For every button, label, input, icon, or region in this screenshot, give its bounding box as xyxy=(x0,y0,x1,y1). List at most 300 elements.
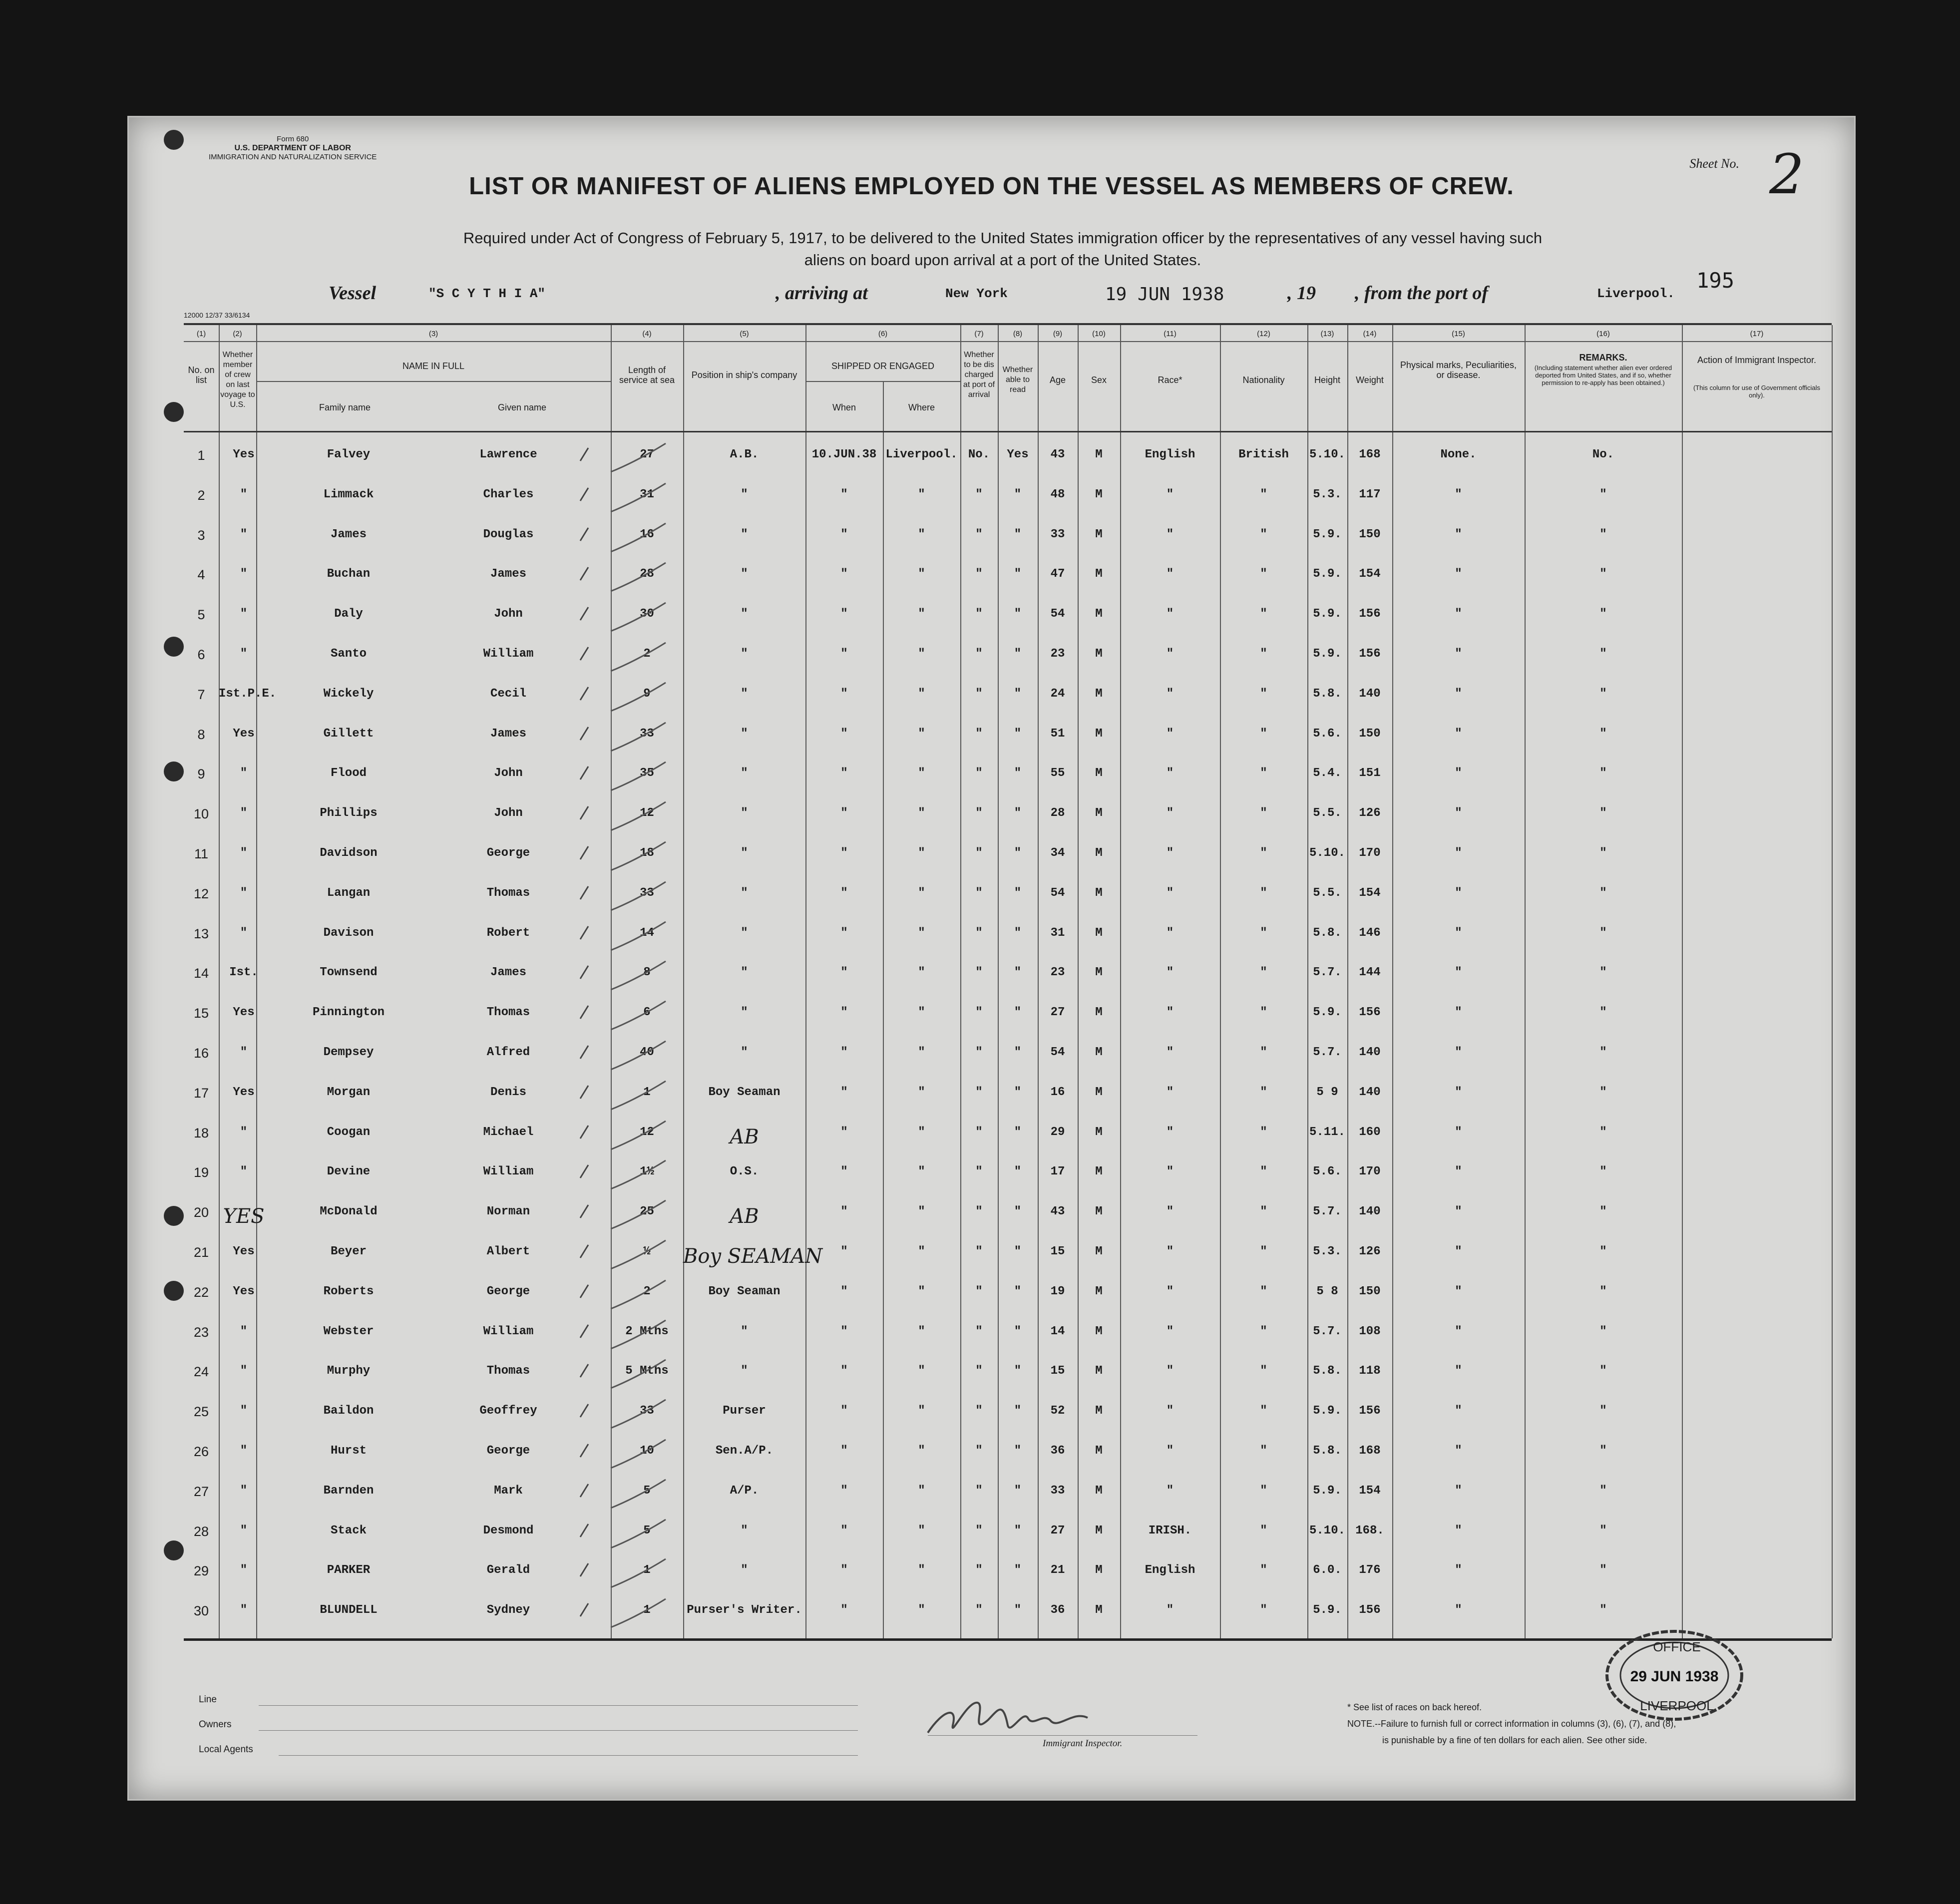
cell-no: 1 xyxy=(197,448,205,463)
cell-remarks: " xyxy=(1599,607,1607,621)
cell-race: " xyxy=(1166,766,1174,780)
form-number: Form 680 xyxy=(277,135,309,143)
table-row xyxy=(184,1596,1832,1631)
cell-when: " xyxy=(840,487,848,501)
cell-member: " xyxy=(240,846,248,860)
cell-race: " xyxy=(1166,1046,1174,1059)
cell-no: 4 xyxy=(197,567,205,583)
header-no-on-list: No. on list xyxy=(188,365,215,385)
cell-when: " xyxy=(840,1444,848,1458)
cell-sex: M xyxy=(1095,1165,1103,1179)
cell-read: " xyxy=(1014,1165,1022,1179)
cell-where: " xyxy=(918,1205,925,1219)
cell-weight: 146 xyxy=(1359,926,1381,940)
tally-slash-icon xyxy=(606,839,671,874)
cell-service: 35 xyxy=(640,766,654,780)
cell-when: " xyxy=(840,1205,848,1219)
cell-no: 10 xyxy=(193,806,209,822)
cell-when: " xyxy=(840,607,848,621)
table-row xyxy=(184,560,1832,595)
cell-marks: " xyxy=(1455,886,1462,900)
cell-given: Robert xyxy=(486,926,530,940)
cell-position: " xyxy=(741,1006,748,1020)
cell-sex: M xyxy=(1095,1364,1103,1378)
cell-service: 1½ xyxy=(640,1165,654,1179)
tally-slash-icon xyxy=(606,521,671,556)
stamp-top-text: OFFICE xyxy=(1653,1639,1701,1654)
check-mark-icon xyxy=(578,1004,593,1024)
cell-nationality: " xyxy=(1260,1125,1267,1139)
cell-no: 15 xyxy=(193,1006,209,1021)
cell-sex: M xyxy=(1095,966,1103,980)
penalty-note-1: NOTE.--Failure to furnish full or correct information in columns (3), (6), (7), and (8), xyxy=(1347,1719,1676,1729)
cell-given: Douglas xyxy=(483,527,534,541)
table-row xyxy=(184,521,1832,556)
cell-marks: " xyxy=(1455,1603,1462,1617)
cell-marks: " xyxy=(1455,1125,1462,1139)
cell-when: " xyxy=(840,567,848,581)
cell-position: " xyxy=(741,926,748,940)
cell-race: " xyxy=(1166,1165,1174,1179)
cell-height: 5.7. xyxy=(1313,1324,1342,1338)
cell-where: Liverpool. xyxy=(885,448,958,461)
cell-read: " xyxy=(1014,886,1022,900)
cell-height: 5.9. xyxy=(1313,607,1342,621)
cell-given: William xyxy=(483,647,534,661)
cell-sex: M xyxy=(1095,1484,1103,1498)
cell-nationality: " xyxy=(1260,1046,1267,1059)
header-action: Action of Immigrant Inspector. xyxy=(1697,355,1817,365)
cell-where: " xyxy=(918,846,925,860)
table-row xyxy=(184,1198,1832,1233)
cell-no: 5 xyxy=(197,607,205,623)
cell-family: Flood xyxy=(330,766,367,780)
cell-when: " xyxy=(840,1404,848,1418)
cell-marks: " xyxy=(1455,1165,1462,1179)
cell-age: 24 xyxy=(1050,687,1065,701)
tally-slash-icon xyxy=(606,560,671,595)
cell-given: Albert xyxy=(486,1245,530,1258)
cell-service: 1 xyxy=(643,1085,651,1099)
tally-slash-icon xyxy=(606,481,671,516)
cell-member: " xyxy=(240,1364,248,1378)
check-mark-icon xyxy=(578,964,593,984)
check-mark-icon xyxy=(578,1522,593,1542)
cell-when: " xyxy=(840,1245,848,1258)
cell-remarks: " xyxy=(1599,1205,1607,1219)
cell-service: 12 xyxy=(640,1125,654,1139)
cell-no: 9 xyxy=(197,766,205,782)
cell-family: Morgan xyxy=(327,1085,371,1099)
arrival-date-stamp: 19 JUN 1938 xyxy=(1105,284,1224,305)
cell-position: " xyxy=(741,487,748,501)
cell-read: " xyxy=(1014,487,1022,501)
table-row xyxy=(184,1517,1832,1552)
cell-where: " xyxy=(918,1165,925,1179)
cell-family: Coogan xyxy=(327,1125,371,1139)
cell-discharged: " xyxy=(975,966,983,980)
table-row xyxy=(184,441,1832,476)
cell-discharged: " xyxy=(975,687,983,701)
form-identifier xyxy=(209,135,377,162)
cell-given: Mark xyxy=(494,1484,523,1498)
cell-service: 2 xyxy=(643,647,651,661)
cell-family: Falvey xyxy=(327,448,371,461)
cell-height: 5.9. xyxy=(1313,1006,1342,1020)
col-number: (16) xyxy=(1596,330,1610,338)
cell-age: 33 xyxy=(1050,527,1065,541)
cell-service: 27 xyxy=(640,448,654,461)
tally-slash-icon xyxy=(606,1278,671,1313)
cell-remarks: " xyxy=(1599,1085,1607,1099)
cell-member: Yes xyxy=(233,1284,255,1298)
cell-where: " xyxy=(918,926,925,940)
cell-age: 31 xyxy=(1050,926,1065,940)
check-mark-icon xyxy=(578,844,593,864)
col-number: (13) xyxy=(1320,330,1334,338)
cell-height: 5.7. xyxy=(1313,1205,1342,1219)
cell-nationality: " xyxy=(1260,1085,1267,1099)
col-number: (4) xyxy=(642,330,652,338)
cell-family: Barnden xyxy=(323,1484,374,1498)
header-height: Height xyxy=(1314,375,1341,385)
cell-member: " xyxy=(240,806,248,820)
cell-position: " xyxy=(741,966,748,980)
cell-member: " xyxy=(240,766,248,780)
check-mark-icon xyxy=(578,1362,593,1382)
cell-weight: 156 xyxy=(1359,1006,1381,1020)
cell-where: " xyxy=(918,1404,925,1418)
check-mark-icon xyxy=(578,1243,593,1263)
cell-given: Norman xyxy=(486,1205,530,1219)
stamp-date-text: 29 JUN 1938 xyxy=(1630,1668,1719,1685)
cell-when: " xyxy=(840,806,848,820)
cell-sex: M xyxy=(1095,1245,1103,1258)
cell-weight: 156 xyxy=(1359,1404,1381,1418)
cell-read: " xyxy=(1014,966,1022,980)
cell-weight: 156 xyxy=(1359,647,1381,661)
cell-service: 30 xyxy=(640,607,654,621)
cell-height: 5.9. xyxy=(1313,567,1342,581)
cell-when: " xyxy=(840,1324,848,1338)
cell-age: 36 xyxy=(1050,1444,1065,1458)
cell-no: 18 xyxy=(193,1125,209,1141)
header-remarks-note: (Including statement whether alien ever ordered deported from United States, and if so, whether permission to re-apply has been obtained.) xyxy=(1534,364,1672,386)
cell-service: 12 xyxy=(640,806,654,820)
table-row xyxy=(184,680,1832,715)
cell-service: 33 xyxy=(640,886,654,900)
cell-height: 5.8. xyxy=(1313,1364,1342,1378)
check-mark-icon xyxy=(578,1124,593,1143)
cell-given: Charles xyxy=(483,487,534,501)
cell-race: " xyxy=(1166,1006,1174,1020)
check-mark-icon xyxy=(578,924,593,944)
cell-age: 54 xyxy=(1050,607,1065,621)
cell-no: 24 xyxy=(193,1364,209,1380)
cell-height: 5.8. xyxy=(1313,926,1342,940)
table-row xyxy=(184,999,1832,1034)
cell-service: 33 xyxy=(640,1404,654,1418)
cell-marks: " xyxy=(1455,727,1462,741)
cell-when: " xyxy=(840,766,848,780)
cell-given: John xyxy=(494,806,523,820)
cell-member: Yes xyxy=(233,727,255,741)
table-row xyxy=(184,481,1832,516)
cell-remarks: " xyxy=(1599,766,1607,780)
cell-age: 55 xyxy=(1050,766,1065,780)
cell-given: Thomas xyxy=(486,1006,530,1020)
cell-when: " xyxy=(840,1284,848,1298)
cell-family: Devine xyxy=(327,1165,371,1179)
cell-marks: " xyxy=(1455,527,1462,541)
cell-remarks: " xyxy=(1599,1603,1607,1617)
cell-family: Langan xyxy=(327,886,371,900)
punch-hole xyxy=(164,1206,184,1226)
cell-race: " xyxy=(1166,567,1174,581)
cell-sex: M xyxy=(1095,1125,1103,1139)
cell-weight: 168 xyxy=(1359,448,1381,461)
cell-no: 14 xyxy=(193,966,209,981)
cell-nationality: " xyxy=(1260,1444,1267,1458)
header-action-note: (This column for use of Government officials only). xyxy=(1693,384,1821,399)
col-number: (1) xyxy=(196,330,206,338)
cell-nationality: " xyxy=(1260,1364,1267,1378)
cell-sex: M xyxy=(1095,1324,1103,1338)
inspector-label: Immigrant Inspector. xyxy=(1043,1738,1123,1749)
cell-nationality: " xyxy=(1260,1284,1267,1298)
race-note: * See list of races on back hereof. xyxy=(1347,1702,1482,1712)
cell-nationality: " xyxy=(1260,727,1267,741)
cell-given: Michael xyxy=(483,1125,534,1139)
cell-no: 27 xyxy=(193,1484,209,1499)
owners-label: Owners xyxy=(199,1719,232,1730)
cell-marks: " xyxy=(1455,1006,1462,1020)
tally-slash-icon xyxy=(606,1517,671,1552)
cell-marks: " xyxy=(1455,1444,1462,1458)
cell-read: " xyxy=(1014,687,1022,701)
cell-discharged: " xyxy=(975,1404,983,1418)
cell-discharged: " xyxy=(975,766,983,780)
cell-remarks: " xyxy=(1599,1523,1607,1537)
cell-sex: M xyxy=(1095,1603,1103,1617)
cell-given: Cecil xyxy=(490,687,526,701)
header-length-of-service: Length of service at sea xyxy=(619,365,675,385)
sheet-number: 2 xyxy=(1769,142,1804,206)
tally-slash-icon xyxy=(606,1198,671,1233)
cell-given: James xyxy=(490,966,526,980)
cell-remarks: " xyxy=(1599,1563,1607,1577)
cell-sex: M xyxy=(1095,567,1103,581)
header-position: Position in ship's company xyxy=(691,370,797,380)
tally-slash-icon xyxy=(606,1238,671,1273)
cell-remarks: " xyxy=(1599,527,1607,541)
year-label: , 19 xyxy=(1287,283,1316,304)
cell-when: " xyxy=(840,1603,848,1617)
cell-position: " xyxy=(741,607,748,621)
header-weight: Weight xyxy=(1356,375,1384,385)
cell-where: " xyxy=(918,1444,925,1458)
cell-family: Santo xyxy=(330,647,367,661)
cell-sex: M xyxy=(1095,1284,1103,1298)
cell-member: Yes xyxy=(233,1245,255,1258)
check-mark-icon xyxy=(578,804,593,824)
cell-read: " xyxy=(1014,1245,1022,1258)
header-whether-member: Whether member of crew on last voyage to U.S. xyxy=(220,351,255,409)
cell-discharged: " xyxy=(975,886,983,900)
header-able-to-read: Whether able to read xyxy=(1002,366,1033,394)
cell-member: Yes xyxy=(233,1006,255,1020)
cell-member: " xyxy=(240,1404,248,1418)
tally-slash-icon xyxy=(606,919,671,954)
cell-nationality: " xyxy=(1260,1205,1267,1219)
cell-race: " xyxy=(1166,687,1174,701)
cell-where: " xyxy=(918,966,925,980)
check-mark-icon xyxy=(578,446,593,466)
cell-read: " xyxy=(1014,647,1022,661)
cell-nationality: " xyxy=(1260,846,1267,860)
from-port: Liverpool. xyxy=(1597,286,1675,301)
cell-family: Murphy xyxy=(327,1364,371,1378)
cell-race: " xyxy=(1166,806,1174,820)
table-row xyxy=(184,600,1832,635)
table-row xyxy=(184,1318,1832,1353)
cell-member: " xyxy=(240,1563,248,1577)
cell-race: " xyxy=(1166,1484,1174,1498)
cell-member: " xyxy=(240,1324,248,1338)
cell-marks: " xyxy=(1455,1085,1462,1099)
file-number: 195 xyxy=(1696,268,1734,293)
cell-no: 3 xyxy=(197,527,205,543)
cell-no: 7 xyxy=(197,687,205,702)
cell-nationality: " xyxy=(1260,1523,1267,1537)
cell-age: 43 xyxy=(1050,448,1065,461)
table-row xyxy=(184,1437,1832,1472)
cell-member: " xyxy=(240,1484,248,1498)
col-number: (5) xyxy=(740,330,749,338)
cell-remarks: " xyxy=(1599,1404,1607,1418)
cell-age: 54 xyxy=(1050,886,1065,900)
cell-member: Yes xyxy=(233,1085,255,1099)
cell-height: 5.5. xyxy=(1313,806,1342,820)
cell-no: 30 xyxy=(193,1603,209,1619)
cell-weight: 160 xyxy=(1359,1125,1381,1139)
cell-height: 5.10. xyxy=(1309,1523,1345,1537)
cell-age: 36 xyxy=(1050,1603,1065,1617)
cell-where: " xyxy=(918,1006,925,1020)
cell-weight: 176 xyxy=(1359,1563,1381,1577)
cell-marks: " xyxy=(1455,487,1462,501)
cell-race: " xyxy=(1166,607,1174,621)
cell-discharged: " xyxy=(975,727,983,741)
cell-read: " xyxy=(1014,1484,1022,1498)
cell-discharged: " xyxy=(975,607,983,621)
cell-service: 1 xyxy=(643,1603,651,1617)
cell-sex: M xyxy=(1095,766,1103,780)
cell-service: 2 Mths xyxy=(625,1324,669,1338)
cell-remarks: " xyxy=(1599,1484,1607,1498)
cell-weight: 140 xyxy=(1359,1046,1381,1059)
cell-where: " xyxy=(918,1245,925,1258)
cell-position: O.S. xyxy=(730,1165,759,1179)
cell-where: " xyxy=(918,1284,925,1298)
cell-position: Boy Seaman xyxy=(708,1284,781,1298)
cell-sex: M xyxy=(1095,806,1103,820)
cell-when: " xyxy=(840,727,848,741)
cell-weight: 140 xyxy=(1359,1085,1381,1099)
cell-position: " xyxy=(741,647,748,661)
stamp-bottom-text: LIVERPOOL xyxy=(1640,1698,1714,1713)
cell-sex: M xyxy=(1095,607,1103,621)
cell-read: " xyxy=(1014,1006,1022,1020)
cell-marks: None. xyxy=(1440,448,1477,461)
check-mark-icon xyxy=(578,764,593,784)
header-when: When xyxy=(832,402,856,412)
cell-family: Hurst xyxy=(330,1444,367,1458)
cell-discharged: " xyxy=(975,846,983,860)
table-row xyxy=(184,799,1832,834)
tally-slash-icon xyxy=(606,1158,671,1193)
tally-slash-icon xyxy=(606,441,671,476)
cell-height: 5.6. xyxy=(1313,727,1342,741)
table-row xyxy=(184,1039,1832,1074)
cell-member: Ist.P.E. xyxy=(219,687,277,701)
cell-age: 52 xyxy=(1050,1404,1065,1418)
cell-weight: 154 xyxy=(1359,886,1381,900)
cell-where: " xyxy=(918,687,925,701)
col-number: (10) xyxy=(1092,330,1106,338)
table-row xyxy=(184,1158,1832,1193)
cell-read: " xyxy=(1014,1563,1022,1577)
cell-member: " xyxy=(240,1125,248,1139)
cell-age: 27 xyxy=(1050,1006,1065,1020)
cell-remarks: " xyxy=(1599,1046,1607,1059)
cell-when: " xyxy=(840,1125,848,1139)
cell-discharged: " xyxy=(975,647,983,661)
cell-where: " xyxy=(918,647,925,661)
cell-age: 23 xyxy=(1050,966,1065,980)
col-number: (9) xyxy=(1053,330,1063,338)
cell-given: Alfred xyxy=(486,1046,530,1059)
cell-discharged: " xyxy=(975,527,983,541)
cell-race: " xyxy=(1166,1404,1174,1418)
header-shipped-engaged: SHIPPED OR ENGAGED xyxy=(831,361,935,371)
check-mark-icon xyxy=(578,605,593,625)
cell-race: " xyxy=(1166,1284,1174,1298)
cell-family: Davidson xyxy=(320,846,378,860)
cell-no: 21 xyxy=(193,1245,209,1260)
cell-where: " xyxy=(918,607,925,621)
tally-slash-icon xyxy=(606,1556,671,1591)
cell-height: 5.9. xyxy=(1313,527,1342,541)
check-mark-icon xyxy=(578,1601,593,1621)
cell-member: " xyxy=(240,1444,248,1458)
subtitle-line-1: Required under Act of Congress of February 5, 1917, to be delivered to the United States immigration officer by the representatives of any vessel having such xyxy=(463,229,1543,247)
cell-position: AB xyxy=(730,1125,759,1148)
cell-member: " xyxy=(240,1603,248,1617)
cell-height: 5.10. xyxy=(1309,448,1345,461)
cell-service: 5 xyxy=(643,1484,651,1498)
check-mark-icon xyxy=(578,1561,593,1581)
cell-read: " xyxy=(1014,1603,1022,1617)
cell-discharged: " xyxy=(975,1205,983,1219)
cell-nationality: " xyxy=(1260,886,1267,900)
cell-nationality: " xyxy=(1260,1324,1267,1338)
cell-family: Townsend xyxy=(320,966,378,980)
cell-no: 16 xyxy=(193,1046,209,1061)
check-mark-icon xyxy=(578,1482,593,1502)
tally-slash-icon xyxy=(606,879,671,914)
cell-when: " xyxy=(840,1484,848,1498)
